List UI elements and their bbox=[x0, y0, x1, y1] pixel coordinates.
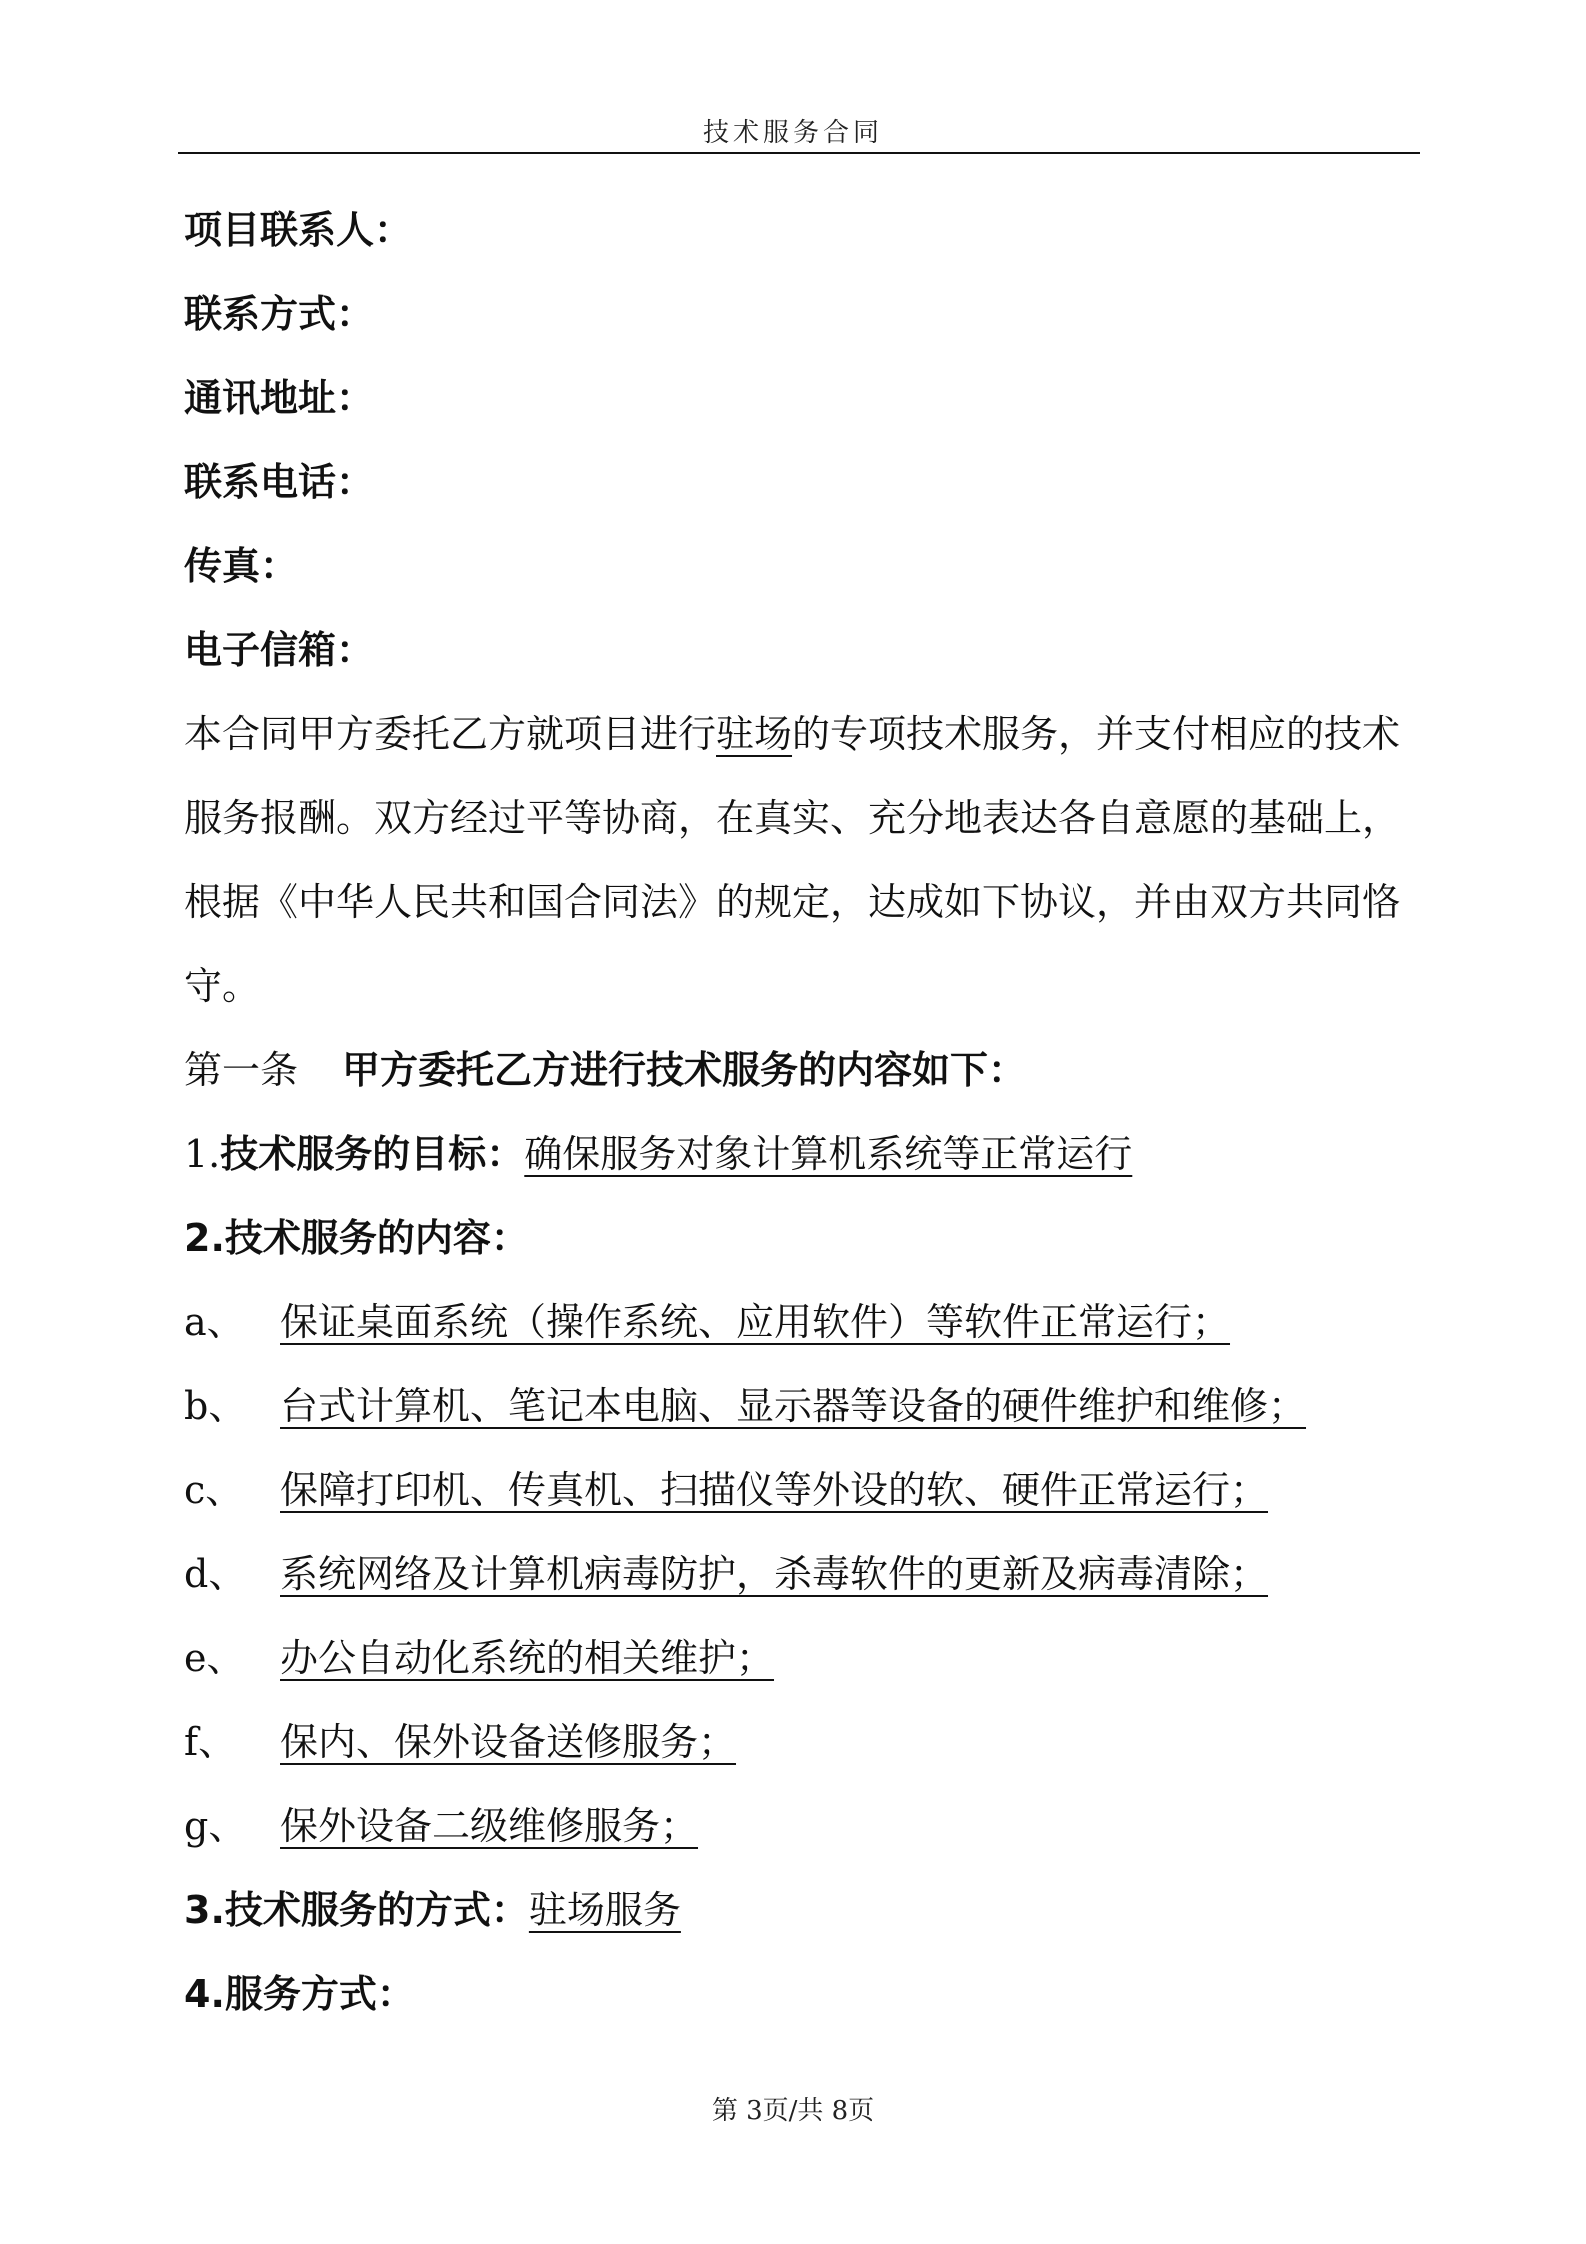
intro-paragraph bbox=[184, 692, 1414, 1028]
list-item bbox=[184, 1532, 1414, 1616]
list-item bbox=[184, 1448, 1414, 1532]
list-item bbox=[184, 1784, 1414, 1868]
list-item-letter: b、 bbox=[184, 1384, 247, 1428]
intro-text-after: 的专项技术服务，并支付相应的技术服务报酬。双方经过平等协商，在真实、充分地表达各自意愿的基础上，根据《中华人民共和国合同法》的规定，达成如下协议，并由双方共同恪守。 bbox=[184, 712, 1401, 1008]
service-method-value: 驻场服务 bbox=[528, 1888, 681, 1932]
list-item-text: 办公自动化系统的相关维护； bbox=[280, 1636, 775, 1680]
list-item-text: 保内、保外设备送修服务； bbox=[280, 1720, 737, 1764]
list-item-letter: c、 bbox=[184, 1468, 244, 1512]
list-item-letter: f、 bbox=[184, 1720, 237, 1764]
list-item bbox=[184, 1280, 1414, 1364]
list-item-text: 台式计算机、笔记本电脑、显示器等设备的硬件维护和维修； bbox=[280, 1384, 1307, 1428]
list-item-letter: e、 bbox=[184, 1636, 245, 1680]
field-mailing-address: 通讯地址： bbox=[184, 376, 375, 420]
list-item-text: 保证桌面系统（操作系统、应用软件）等软件正常运行； bbox=[280, 1300, 1231, 1344]
list-item-letter: g、 bbox=[184, 1804, 247, 1848]
field-phone: 联系电话： bbox=[184, 460, 375, 504]
page-number: 第 3页/共 8页 bbox=[711, 2096, 875, 2126]
service-goal-number: 1. bbox=[184, 1132, 221, 1176]
list-item-text: 系统网络及计算机病毒防护，杀毒软件的更新及病毒清除； bbox=[280, 1552, 1269, 1596]
field-fax: 传真： bbox=[184, 544, 299, 588]
service-mode-heading: 4.服务方式： bbox=[184, 1972, 415, 2016]
article-title: 甲方委托乙方进行技术服务的内容如下： bbox=[342, 1048, 1027, 1092]
field-project-contact: 项目联系人： bbox=[184, 208, 413, 252]
service-goal bbox=[184, 1112, 1414, 1196]
list-item-text: 保障打印机、传真机、扫描仪等外设的软、硬件正常运行； bbox=[280, 1468, 1269, 1512]
list-item bbox=[184, 1364, 1414, 1448]
header-divider bbox=[178, 152, 1420, 154]
list-item-letter: a、 bbox=[184, 1300, 245, 1344]
article-number: 第一条 bbox=[184, 1048, 299, 1092]
list-item-letter: d、 bbox=[184, 1552, 247, 1596]
field-contact-method: 联系方式： bbox=[184, 292, 375, 336]
service-content-heading: 2.技术服务的内容： bbox=[184, 1216, 529, 1260]
list-item bbox=[184, 1616, 1414, 1700]
document-body bbox=[184, 188, 1414, 2036]
running-header-title: 技术服务合同 bbox=[702, 118, 883, 148]
list-item bbox=[184, 1700, 1414, 1784]
service-method bbox=[184, 1868, 1414, 1952]
intro-underlined-onsite: 驻场 bbox=[716, 712, 793, 756]
field-email: 电子信箱： bbox=[184, 628, 375, 672]
intro-text-before: 本合同甲方委托乙方就项目进行 bbox=[184, 712, 717, 756]
article-1-heading bbox=[184, 1028, 1414, 1112]
service-goal-label: 技术服务的目标： bbox=[220, 1132, 525, 1176]
service-method-label: 3.技术服务的方式： bbox=[184, 1888, 529, 1932]
service-goal-value: 确保服务对象计算机系统等正常运行 bbox=[524, 1132, 1133, 1176]
list-item-text: 保外设备二级维修服务； bbox=[280, 1804, 699, 1848]
